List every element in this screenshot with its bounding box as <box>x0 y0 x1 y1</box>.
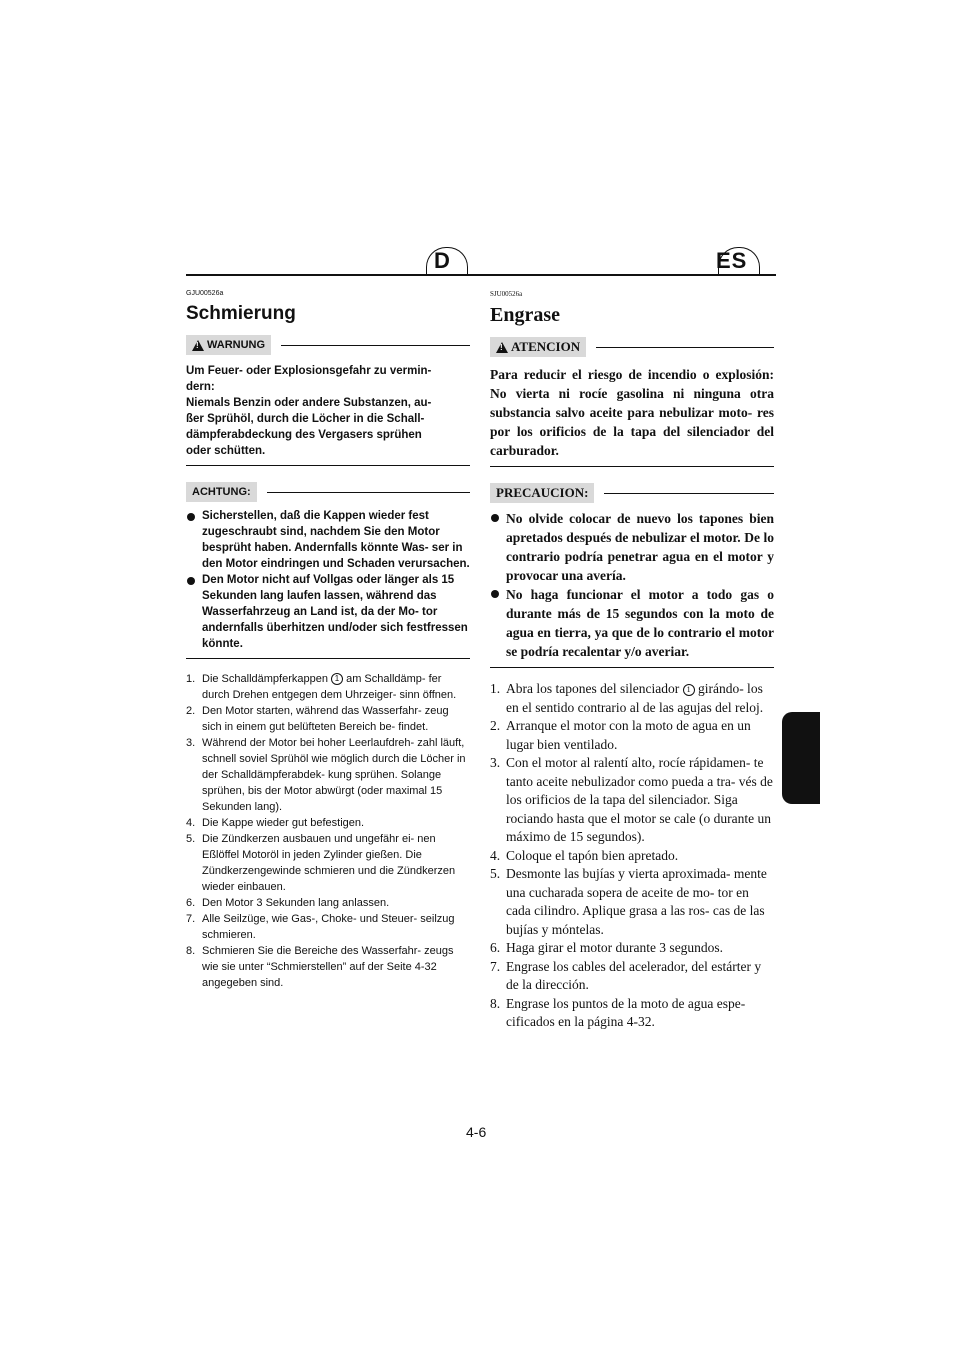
warning-label: ATENCION <box>511 339 581 354</box>
section-code: SJU00526a <box>490 290 523 298</box>
page-number: 4-6 <box>466 1124 487 1140</box>
caution-rule <box>267 492 470 493</box>
caution-badge: ACHTUNG: <box>186 482 257 502</box>
step-item: 3. Während der Motor bei hoher Leerlaufdreh- zahl läuft, schnell soviel Sprühöl wie möglich durch die Löcher in der Schalldämpferabdek- kung sprühen. Solange sprühen, bis der Motor abwürgt (oder maximal 15 Sekunden lang). <box>186 737 466 813</box>
caution-header <box>186 482 470 502</box>
step-item: 8. Schmieren Sie die Bereiche des Wasserfahr- zeugs wie sie unter “Schmierstellen” auf der Seite 4-32 angegeben sind. <box>186 945 454 989</box>
procedure-steps <box>186 671 470 991</box>
step-item: 4. Die Kappe wieder gut befestigen. <box>186 817 365 829</box>
step-item: 8. Engrase los puntos de la moto de agua espe- cificados en la página 4-32. <box>490 995 746 1029</box>
warning-badge <box>490 337 586 357</box>
column-german <box>186 290 470 991</box>
warning-rule <box>281 345 470 346</box>
procedure-steps <box>490 680 774 1032</box>
step-item: 6. Den Motor 3 Sekunden lang anlassen. <box>186 897 390 909</box>
step-item: 1. Die Schalldämpferkappen 1 am Schalldämp- fer durch Drehen entgegen dem Uhrzeiger- sinn öffnen. <box>186 673 457 701</box>
section-title: Schmierung <box>186 303 296 324</box>
caution-list <box>186 502 470 659</box>
warning-line: dämpferabdeckung des Vergasers sprühen <box>186 429 422 441</box>
caution-list <box>490 503 774 668</box>
warning-rule <box>596 347 774 348</box>
step-item: 7. Alle Seilzüge, wie Gas-, Choke- und Steuer- seilzug schmieren. <box>186 913 455 941</box>
warning-line: ßer Sprühöl, durch die Löcher in die Schall- <box>186 413 425 425</box>
caution-item: No haga funcionar el motor a todo gas o durante más de 15 segundos con la moto de agua en tierra, ya que de lo contrario el motor se podría recalentar y/o averiar. <box>490 585 774 661</box>
step-item: 5. Desmonte las bujías y vierta aproximada- mente una cucharada sopera de aceite de mo- tor en cada cilindro. Aplique grasa a las ros- cas de las bujías y móntelas. <box>490 866 767 937</box>
column-spanish <box>490 290 774 1032</box>
warning-line: Um Feuer- oder Explosionsgefahr zu vermin- <box>186 365 432 377</box>
warning-line: Niemals Benzin oder andere Substanzen, au- <box>186 397 432 409</box>
warning-header <box>186 335 470 355</box>
caution-rule <box>604 493 774 494</box>
warning-header <box>490 337 774 357</box>
step-item: 6. Haga girar el motor durante 3 segundos. <box>490 940 724 955</box>
warning-line: dern: <box>186 381 215 393</box>
header-rule <box>186 274 776 276</box>
caution-item: Sicherstellen, daß die Kappen wieder fest zugeschraubt sind, nachdem Sie den Motor besprüht haben. Andernfalls könnte Was- ser in den Motor eindringen und Schaden verursachen. <box>186 508 470 572</box>
caution-item: Den Motor nicht auf Vollgas oder länger als 15 Sekunden lang laufen lassen, während das Wasserfahrzeug an Land ist, da der Mo- tor andernfalls überhitzen und/oder sich festfressen könnte. <box>186 572 470 652</box>
step-item: 1. Abra los tapones del silenciador 1 girándo- los en el sentido contrario al de las agujas del reloj. <box>490 681 764 715</box>
step-item: 3. Con el motor al ralentí alto, rocíe rápidamen- te tanto aceite nebulizador como pueda a tra- vés de los orificios de la tapa del silenciador. Siga rociando hasta que el motor se cale (o durante un máximo de 15 segundos). <box>490 755 773 844</box>
step-item: 7. Engrase los cables del acelerador, del estárter y de la dirección. <box>490 958 762 992</box>
step-item: 5. Die Zündkerzen ausbauen und ungefähr ei- nen Eßlöffel Motoröl in jeden Zylinder gießen. Die Zündkerzengewinde schmieren und die Zündkerzen wieder einbauen. <box>186 833 456 893</box>
caution-badge: PRECAUCION: <box>490 483 594 503</box>
warning-badge <box>186 335 271 355</box>
warning-text <box>186 355 470 466</box>
warning-triangle-icon <box>496 342 508 353</box>
section-code: GJU00526a <box>186 290 224 297</box>
section-title: Engrase <box>490 304 560 326</box>
step-item: 4. Coloque el tapón bien apretado. <box>490 847 679 863</box>
warning-line: oder schütten. <box>186 445 266 457</box>
caution-header <box>490 483 774 503</box>
warning-text: Para reducir el riesgo de incendio o explosión: No vierta ni rocíe gasolina ni ninguna otra substancia salvo aceite para nebulizar moto- res por los orificios de la tapa del silenciador del carburador. <box>490 357 774 467</box>
warning-triangle-icon <box>192 340 204 351</box>
step-item: 2. Arranque el motor con la moto de agua en un lugar bien ventilado. <box>490 718 751 752</box>
chapter-thumb-tab <box>782 712 820 804</box>
warning-label: WARNUNG <box>207 339 266 351</box>
callout-marker: 1 <box>683 684 695 696</box>
caution-item: No olvide colocar de nuevo los tapones bien apretados después de nebulizar el motor. De lo contrario podría penetrar agua en el motor y provocar una avería. <box>490 509 774 585</box>
lang-label-es: ES <box>716 248 748 273</box>
lang-label-de: D <box>434 248 451 273</box>
step-item: 2. Den Motor starten, während das Wasserfahr- zeug sich in einem gut belüfteten Bereich be- findet. <box>186 705 449 733</box>
callout-marker: 1 <box>331 673 343 685</box>
